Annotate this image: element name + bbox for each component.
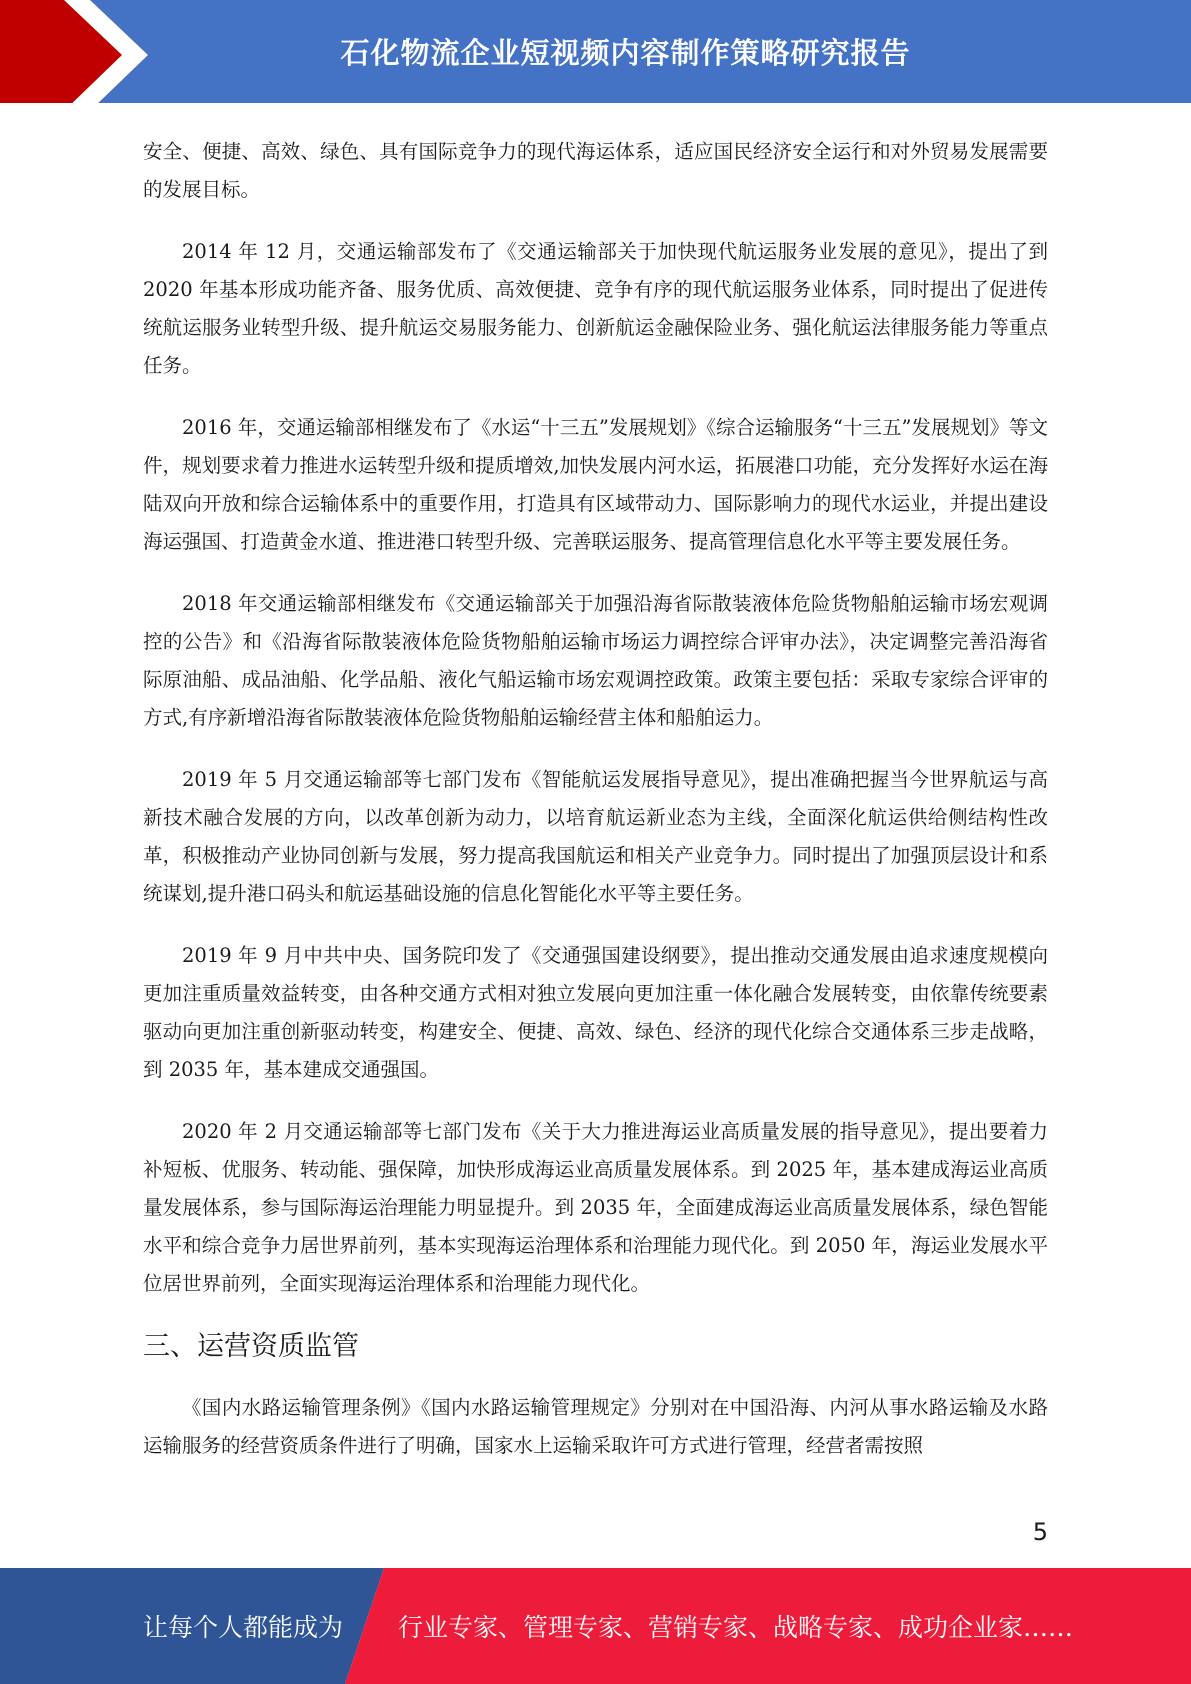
page-header xyxy=(0,0,1191,111)
document-title: 石化物流企业短视频内容制作策略研究报告 xyxy=(340,36,911,70)
body-paragraph: 2019 年 9 月中共中央、国务院印发了《交通强国建设纲要》，提出推动交通发展由追求速度规模向更加注重质量效益转变，由各种交通方式相对独立发展向更加注重一体化融合发展转变，由依靠传统要素驱动向更加注重创新驱动转变，构建安全、便捷、高效、绿色、经济的现代化综合交通体系三步走战略，到 2035 年，基本建成交通强国。 xyxy=(143,944,1048,1081)
body-paragraph: 《国内水路运输管理条例》《国内水路运输管理规定》分别对在中国沿海、内河从事水路运输及水路运输服务的经营资质条件进行了明确，国家水上运输采取许可方式进行管理，经营者需按照 xyxy=(143,1396,1048,1457)
section-heading: 三、运营资质监管 xyxy=(143,1331,359,1362)
body-paragraph: 2016 年，交通运输部相继发布了《水运“十三五”发展规划》《综合运输服务“十三五”发展规划》等文件，规划要求着力推进水运转型升级和提质增效,加快发展内河水运，拓展港口功能，充分发挥好水运在海陆双向开放和综合运输体系中的重要作用，打造具有区域带动力、国际影响力的现代水运业，并提出建设海运强国、打造黄金水道、推进港口转型升级、完善联运服务、提高管理信息化水平等主要发展任务。 xyxy=(143,416,1048,553)
footer-slogan-left: 让每个人都能成为 xyxy=(143,1613,344,1642)
document-body xyxy=(143,133,1048,1489)
body-paragraph: 2020 年 2 月交通运输部等七部门发布《关于大力推进海运业高质量发展的指导意见》，提出要着力补短板、优服务、转动能、强保障，加快形成海运业高质量发展体系。到 2025 年，基本建成海运业高质量发展体系，参与国际海运治理能力明显提升。到 2035 年，全面建成海运业高质量发展体系，绿色智能水平和综合竞争力居世界前列，基本实现海运治理体系和治理能力现代化。到 2050 年，海运业发展水平位居世界前列，全面实现海运治理体系和治理能力现代化。 xyxy=(143,1120,1048,1295)
page-footer xyxy=(0,1568,1191,1684)
body-paragraph: 2018 年交通运输部相继发布《交通运输部关于加强沿海省际散装液体危险货物船舶运输市场宏观调控的公告》和《沿海省际散装液体危险货物船舶运输市场运力调控综合评审办法》，决定调整完善沿海省际原油船、成品油船、化学品船、液化气船运输市场宏观调控政策。政策主要包括：采取专家综合评审的方式,有序新增沿海省际散装液体危险货物船舶运输经营主体和船舶运力。 xyxy=(143,592,1048,729)
body-paragraph: 安全、便捷、高效、绿色、具有国际竞争力的现代海运体系，适应国民经济安全运行和对外贸易发展需要的发展目标。 xyxy=(143,140,1048,201)
footer-slogan-right: 行业专家、管理专家、营销专家、战略专家、成功企业家…… xyxy=(398,1613,1074,1642)
body-paragraph: 2019 年 5 月交通运输部等七部门发布《智能航运发展指导意见》，提出准确把握当今世界航运与高新技术融合发展的方向，以改革创新为动力，以培育航运新业态为主线，全面深化航运供给侧结构性改革，积极推动产业协同创新与发展，努力提高我国航运和相关产业竞争力。同时提出了加强顶层设计和系统谋划,提升港口码头和航运基础设施的信息化智能化水平等主要任务。 xyxy=(143,768,1048,905)
page-number: 5 xyxy=(1032,1518,1048,1546)
body-paragraph: 2014 年 12 月，交通运输部发布了《交通运输部关于加快现代航运服务业发展的意见》，提出了到 2020 年基本形成功能齐备、服务优质、高效便捷、竞争有序的现代航运服务业体系，同时提出了促进传统航运服务业转型升级、提升航运交易服务能力、创新航运金融保险业务、强化航运法律服务能力等重点任务。 xyxy=(143,240,1048,377)
